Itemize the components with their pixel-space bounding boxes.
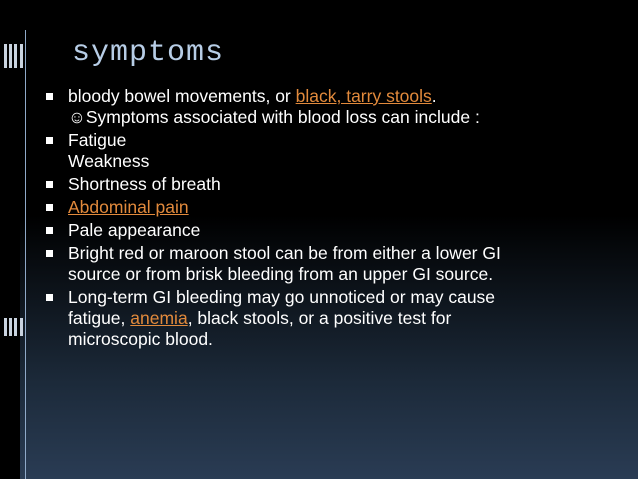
bullet-text: microscopic blood.: [68, 329, 213, 349]
bullet-line: [68, 151, 624, 172]
bullet-text: Bright red or maroon stool can be from either a lower GI: [68, 243, 501, 263]
deco-bar: [4, 318, 7, 336]
bullet-text: source or from brisk bleeding from an upper GI source.: [68, 264, 494, 284]
bullet-item: [44, 86, 624, 128]
bullet-line: [68, 264, 624, 285]
bullet-text: Weakness: [68, 151, 150, 171]
bullet-marker-icon: [46, 181, 53, 188]
deco-bar: [14, 44, 17, 68]
bullet-marker-icon: [46, 227, 53, 234]
bullet-item: [44, 197, 624, 218]
bullet-text: Long-term GI bleeding may go unnoticed or may cause: [68, 287, 496, 307]
bullet-marker-icon: [46, 294, 53, 301]
bullet-item: [44, 174, 624, 195]
deco-bar: [4, 44, 7, 68]
bullet-line: [68, 174, 624, 195]
bullet-text: .: [431, 86, 437, 106]
bullet-line: [68, 287, 624, 308]
bullet-text: , black stools, or a positive test for: [187, 308, 452, 328]
slide-title: symptoms: [72, 36, 225, 70]
deco-bar: [14, 318, 17, 336]
bullet-item: [44, 130, 624, 172]
bullet-text: bloody bowel movements, or: [68, 86, 296, 106]
hyperlink[interactable]: anemia: [130, 308, 188, 328]
bullet-item: [44, 243, 624, 285]
left-accent-line: [25, 30, 26, 479]
bullet-text: Fatigue: [68, 130, 127, 150]
bullet-marker-icon: [46, 204, 53, 211]
bullet-text: ☺Symptoms associated with blood loss can include :: [68, 107, 480, 127]
bullet-item: [44, 287, 624, 350]
bullet-line: [68, 243, 624, 264]
bullet-line: [68, 107, 624, 128]
bullet-list: [44, 86, 624, 352]
bullet-line: [68, 197, 624, 218]
deco-bar: [9, 44, 12, 68]
bullet-line: [68, 308, 624, 329]
deco-bar: [20, 44, 23, 68]
hyperlink[interactable]: black, tarry stools: [295, 86, 432, 106]
bullet-text: Pale appearance: [68, 220, 201, 240]
bullet-item: [44, 220, 624, 241]
bullet-line: [68, 329, 624, 350]
deco-bar: [20, 318, 23, 336]
deco-bar: [9, 318, 12, 336]
bullet-text: fatigue,: [68, 308, 131, 328]
bullet-line: [68, 130, 624, 151]
bullet-marker-icon: [46, 93, 53, 100]
bullet-line: [68, 86, 624, 107]
left-dark-band: [0, 0, 20, 479]
bullet-text: Shortness of breath: [68, 174, 221, 194]
bullet-line: [68, 220, 624, 241]
bullet-marker-icon: [46, 137, 53, 144]
hyperlink[interactable]: Abdominal pain: [68, 197, 189, 217]
bullet-marker-icon: [46, 250, 53, 257]
